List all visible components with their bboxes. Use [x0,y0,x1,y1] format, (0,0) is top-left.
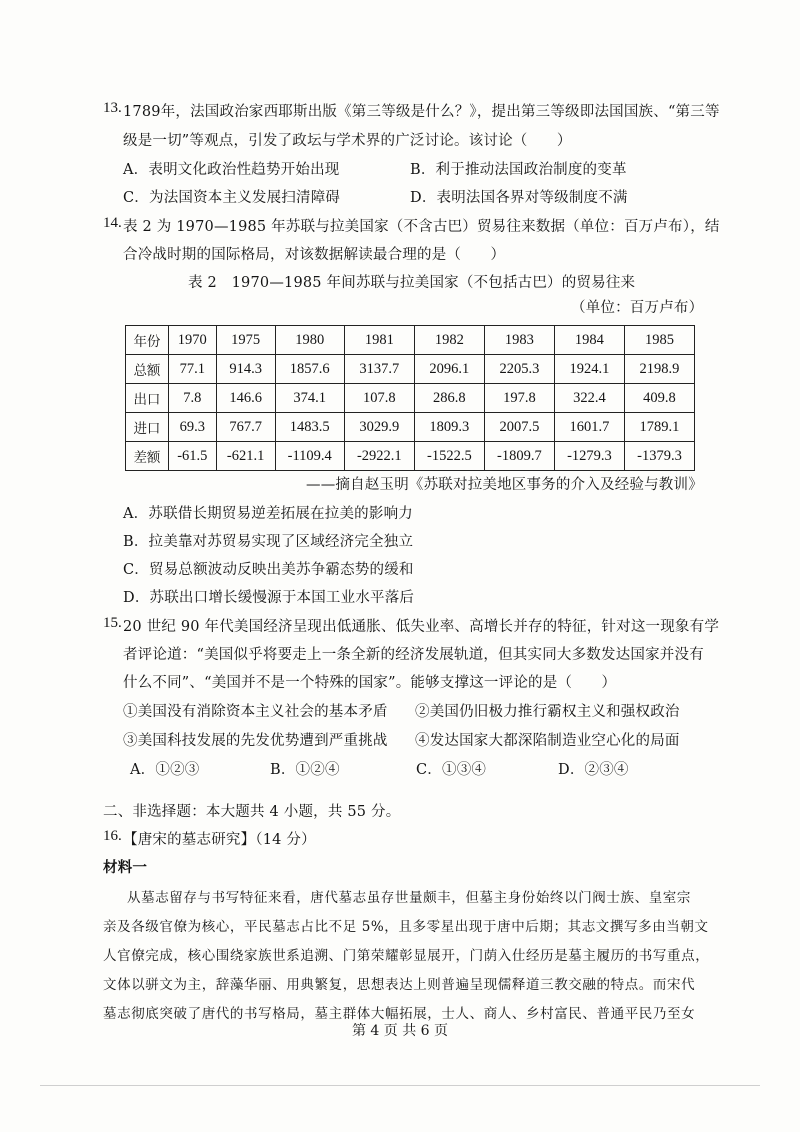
q15-stem-line2: 者评论道：“美国似乎将要走上一条全新的经济发展轨道，但其实同大多数发达国家并没有 [123,647,704,663]
q15-item-4: ④发达国家大都深陷制造业空心化的局面 [415,733,680,749]
q16-material-line1: 从墓志留存与书写特征来看，唐代墓志虽存世量颇丰，但墓主身份始终以门阀士族、皇室宗 [127,890,691,906]
table-cell: -1522.5 [414,442,484,471]
table-cell: 69.3 [168,413,216,442]
q13-option-b: B．利于推动法国政治制度的变革 [410,162,627,178]
table-cell: 3029.9 [344,413,414,442]
table-cell: 1985 [624,326,694,355]
q13-option-d: D．表明法国各界对等级制度不满 [410,190,628,206]
table-cell: 1984 [554,326,624,355]
table-cell: 2198.9 [624,355,694,384]
table-cell: 1980 [275,326,344,355]
q15-number: 15. [103,615,122,631]
q16-material-label: 材料一 [103,859,148,876]
table-cell: 146.6 [216,384,275,413]
q15-option-d: D．②③④ [558,762,629,778]
q13-number: 13. [103,100,122,116]
table-cell: 2096.1 [414,355,484,384]
q14-option-b: B．拉美靠对苏贸易实现了区域经济完全独立 [123,534,414,550]
q16-material-line4: 文体以骈文为主，辞藻华丽、用典繁复，思想表达上则普遍呈现儒释道三教交融的特点。而宋代 [103,977,696,993]
q14-source: ——摘自赵玉明《苏联对拉美地区事务的介入及经验与教训》 [306,477,703,493]
table-cell: -1379.3 [624,442,694,471]
bottom-divider [40,1085,760,1086]
table-cell: -1109.4 [275,442,344,471]
q14-option-c: C．贸易总额波动反映出美苏争霸态势的缓和 [123,562,414,578]
table-row [126,355,695,384]
table-cell: 2007.5 [484,413,554,442]
q15-option-a: A．①②③ [130,762,200,778]
table-row-label: 总额 [126,355,169,384]
table-cell: 3137.7 [344,355,414,384]
q13-stem-line2: 级是一切”等观点，引发了政坛与学术界的广泛讨论。该讨论（ ） [123,133,572,149]
table-row-label: 差额 [126,442,169,471]
q15-stem-line1: 20 世纪 90 年代美国经济呈现出低通胀、低失业率、高增长并存的特征，针对这一现象有学 [123,619,720,635]
table-cell: 1483.5 [275,413,344,442]
q14-number: 14. [103,215,122,231]
table-cell: 322.4 [554,384,624,413]
table-cell: 767.7 [216,413,275,442]
q14-option-a: A．苏联借长期贸易逆差拓展在拉美的影响力 [123,506,413,522]
table-row [126,384,695,413]
table-cell: 914.3 [216,355,275,384]
table-cell: 1789.1 [624,413,694,442]
table-header-row [126,326,695,355]
table-cell: 1924.1 [554,355,624,384]
table-row-label: 出口 [126,384,169,413]
q14-stem-line2: 合冷战时期的国际格局，对该数据解读最合理的是（ ） [123,247,506,263]
table-cell: 374.1 [275,384,344,413]
table-cell: 1809.3 [414,413,484,442]
table-cell: -1279.3 [554,442,624,471]
table-cell: 7.8 [168,384,216,413]
table-cell: 2205.3 [484,355,554,384]
table-cell: 286.8 [414,384,484,413]
table-cell: -1809.7 [484,442,554,471]
table-cell: -61.5 [168,442,216,471]
q15-item-3: ③美国科技发展的先发优势遭到严重挑战 [123,733,388,749]
table-row-label: 年份 [126,326,169,355]
q14-table-title: 表 2 1970—1985 年间苏联与拉美国家（不包括古巴）的贸易往来 [188,275,636,291]
q14-stem-line1: 表 2 为 1970—1985 年苏联与拉美国家（不含古巴）贸易往来数据（单位：百万卢布），结 [123,219,720,235]
table-cell: 1975 [216,326,275,355]
table-cell: 1983 [484,326,554,355]
q15-item-2: ②美国仍旧极力推行霸权主义和强权政治 [415,704,680,720]
table-cell: -621.1 [216,442,275,471]
table-cell: 107.8 [344,384,414,413]
q14-table-unit: （单位：百万卢布） [571,300,704,316]
q16-material-line3: 人官僚完成，核心围绕家族世系追溯、门第荣耀彰显展开，门荫入仕经历是墓主履历的书写重点， [103,948,710,964]
page-footer: 第 4 页 共 6 页 [351,1023,449,1039]
q13-option-c: C．为法国资本主义发展扫清障碍 [123,190,341,206]
table-row [126,413,695,442]
q16-material-line5: 墓志彻底突破了唐代的书写格局，墓主群体大幅拓展，士人、商人、乡村富民、普通平民乃至女 [103,1006,696,1022]
table-cell: 409.8 [624,384,694,413]
table-cell: 1601.7 [554,413,624,442]
table-row [126,442,695,471]
q16-title: 【唐宋的墓志研究】（14 分） [123,832,316,848]
table-cell: 1981 [344,326,414,355]
q16-material-line2: 亲及各级官僚为核心，平民墓志占比不足 5%，且多零星出现于唐中后期；其志文撰写多由当朝文 [103,919,709,935]
q15-stem-line3: 什么不同”、“美国并不是一个特殊的国家”。能够支撑这一评论的是（ ） [123,675,617,691]
q14-option-d: D．苏联出口增长缓慢源于本国工业水平落后 [123,590,415,606]
section2-heading: 二、非选择题：本大题共 4 小题，共 55 分。 [103,804,401,820]
table-row-label: 进口 [126,413,169,442]
trade-data-table [125,325,695,471]
table-cell: 1970 [168,326,216,355]
table-cell: 197.8 [484,384,554,413]
q15-option-b: B．①②④ [270,762,340,778]
q13-option-a: A．表明文化政治性趋势开始出现 [123,162,340,178]
table-cell: 1982 [414,326,484,355]
q13-stem-line1: 1789年，法国政治家西耶斯出版《第三等级是什么？》，提出第三等级即法国国族、“第三等 [123,104,720,120]
q16-number: 16. [103,828,122,844]
q15-item-1: ①美国没有消除资本主义社会的基本矛盾 [123,704,388,720]
table-cell: 77.1 [168,355,216,384]
q15-option-c: C．①③④ [416,762,487,778]
table-cell: -2922.1 [344,442,414,471]
table-cell: 1857.6 [275,355,344,384]
